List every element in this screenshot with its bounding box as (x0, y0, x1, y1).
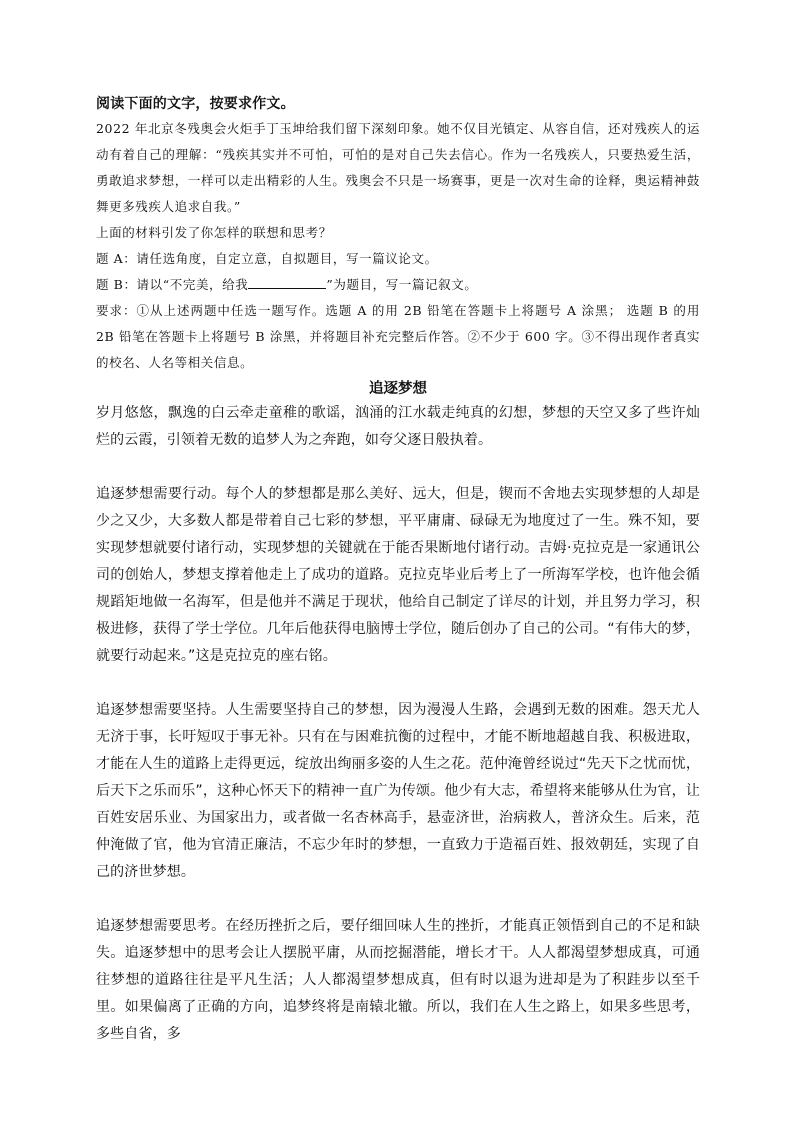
paragraph-gap (96, 886, 700, 913)
exam-page (96, 94, 700, 1048)
topic-a: 题 A：请任选角度，自定立意，自拟题目，写一篇议论文。 (96, 251, 438, 266)
essay-paragraph-1: 岁月悠悠，飘逸的白云牵走童稚的歌谣，汹涌的江水载走纯真的幻想，梦想的天空又多了些许灿烂的云霞，引领着无数的追梦人为之奔跑，如夸父逐日般执着。 (96, 405, 700, 448)
prompt-question: 上面的材料引发了你怎样的联想和思考？ (96, 225, 332, 240)
paragraph-gap (96, 670, 700, 697)
topic-b-suffix: ”为题目，写一篇记叙文。 (326, 277, 478, 292)
prompt-material: 2022 年北京冬残奥会火炬手丁玉坤给我们留下深刻印象。她不仅目光镇定、从容自信，还对残疾人的运动有着自己的理解：“残疾其实并不可怕，可怕的是对自己失去信心。作为一名残疾人，只要热爱生活，勇敢追求梦想，一样可以走出精彩的人生。残奥会不只是一场赛事，更是一次对生命的诠释，奥运精神鼓舞更多残疾人追求自我。” (96, 121, 700, 214)
essay-title: 追逐梦想 (369, 381, 427, 397)
paragraph-gap (96, 454, 700, 481)
requirements: 要求：①从上述两题中任选一题写作。选题 A 的用 2B 铅笔在答题卡上将题号 A 涂黑； 选题 B 的用 2B 铅笔在答题卡上将题号 B 涂黑，并将题目补充完整后作答。②不少于 600 字。③不得出现作者真实的校名、人名等相关信息。 (96, 303, 700, 370)
topic-b-prefix: 题 B：请以“不完美，给我 (96, 277, 249, 292)
essay-paragraph-2: 追逐梦想需要行动。每个人的梦想都是那么美好、远大，但是，锲而不舍地去实现梦想的人却是少之又少，大多数人都是带着自己七彩的梦想，平平庸庸、碌碌无为地度过了一生。殊不知，要实现梦想就要付诸行动，实现梦想的关键就在于能否果断地付诸行动。吉姆·克拉克是一家通讯公司的创始人，梦想支撑着他走上了成功的道路。克拉克毕业后考上了一所海军学校，也许他会循规蹈矩地做一名海军，但是他并不满足于现状，他给自己制定了详尽的计划，并且努力学习，积极进修，获得了学士学位。几年后他获得电脑博士学位，随后创办了自己的公司。“有伟大的梦，就要行动起来。”这是克拉克的座右铭。 (96, 486, 700, 664)
essay-paragraph-3: 追逐梦想需要坚持。人生需要坚持自己的梦想，因为漫漫人生路，会遇到无数的困难。怨天尤人无济于事，长吁短叹于事无补。只有在与困难抗衡的过程中，才能不断地超越自我、积极进取，才能在人生的道路上走得更远，绽放出绚丽多姿的人生之花。范仲淹曾经说过“先天下之忧而忧，后天下之乐而乐”，这种心怀天下的精神一直广为传颂。他少有大志，希望将来能够从仕为官，让百姓安居乐业、为国家出力，或者做一名杏林高手，悬壶济世，治病救人，普济众生。后来，范仲淹做了官，他为官清正廉洁，不忘少年时的梦想，一直致力于造福百姓、报效朝廷，实现了自己的济世梦想。 (96, 702, 700, 880)
title-blank (248, 274, 326, 289)
essay-paragraph-4: 追逐梦想需要思考。在经历挫折之后，要仔细回味人生的挫折，才能真正领悟到自己的不足和缺失。追逐梦想中的思考会让人摆脱平庸，从而挖掘潜能，增长才干。人人都渴望梦想成真，可通往梦想的道路往往是平凡生活；人人都渴望梦想成真，但有时以退为进却是为了积跬步以至千里。如果偏离了正确的方向，追梦终将是南辕北辙。所以，我们在人生之路上，如果多些思考，多些自省，多 (96, 918, 700, 1042)
topic-b (96, 272, 700, 298)
prompt-heading: 阅读下面的文字，按要求作文。 (96, 96, 295, 112)
